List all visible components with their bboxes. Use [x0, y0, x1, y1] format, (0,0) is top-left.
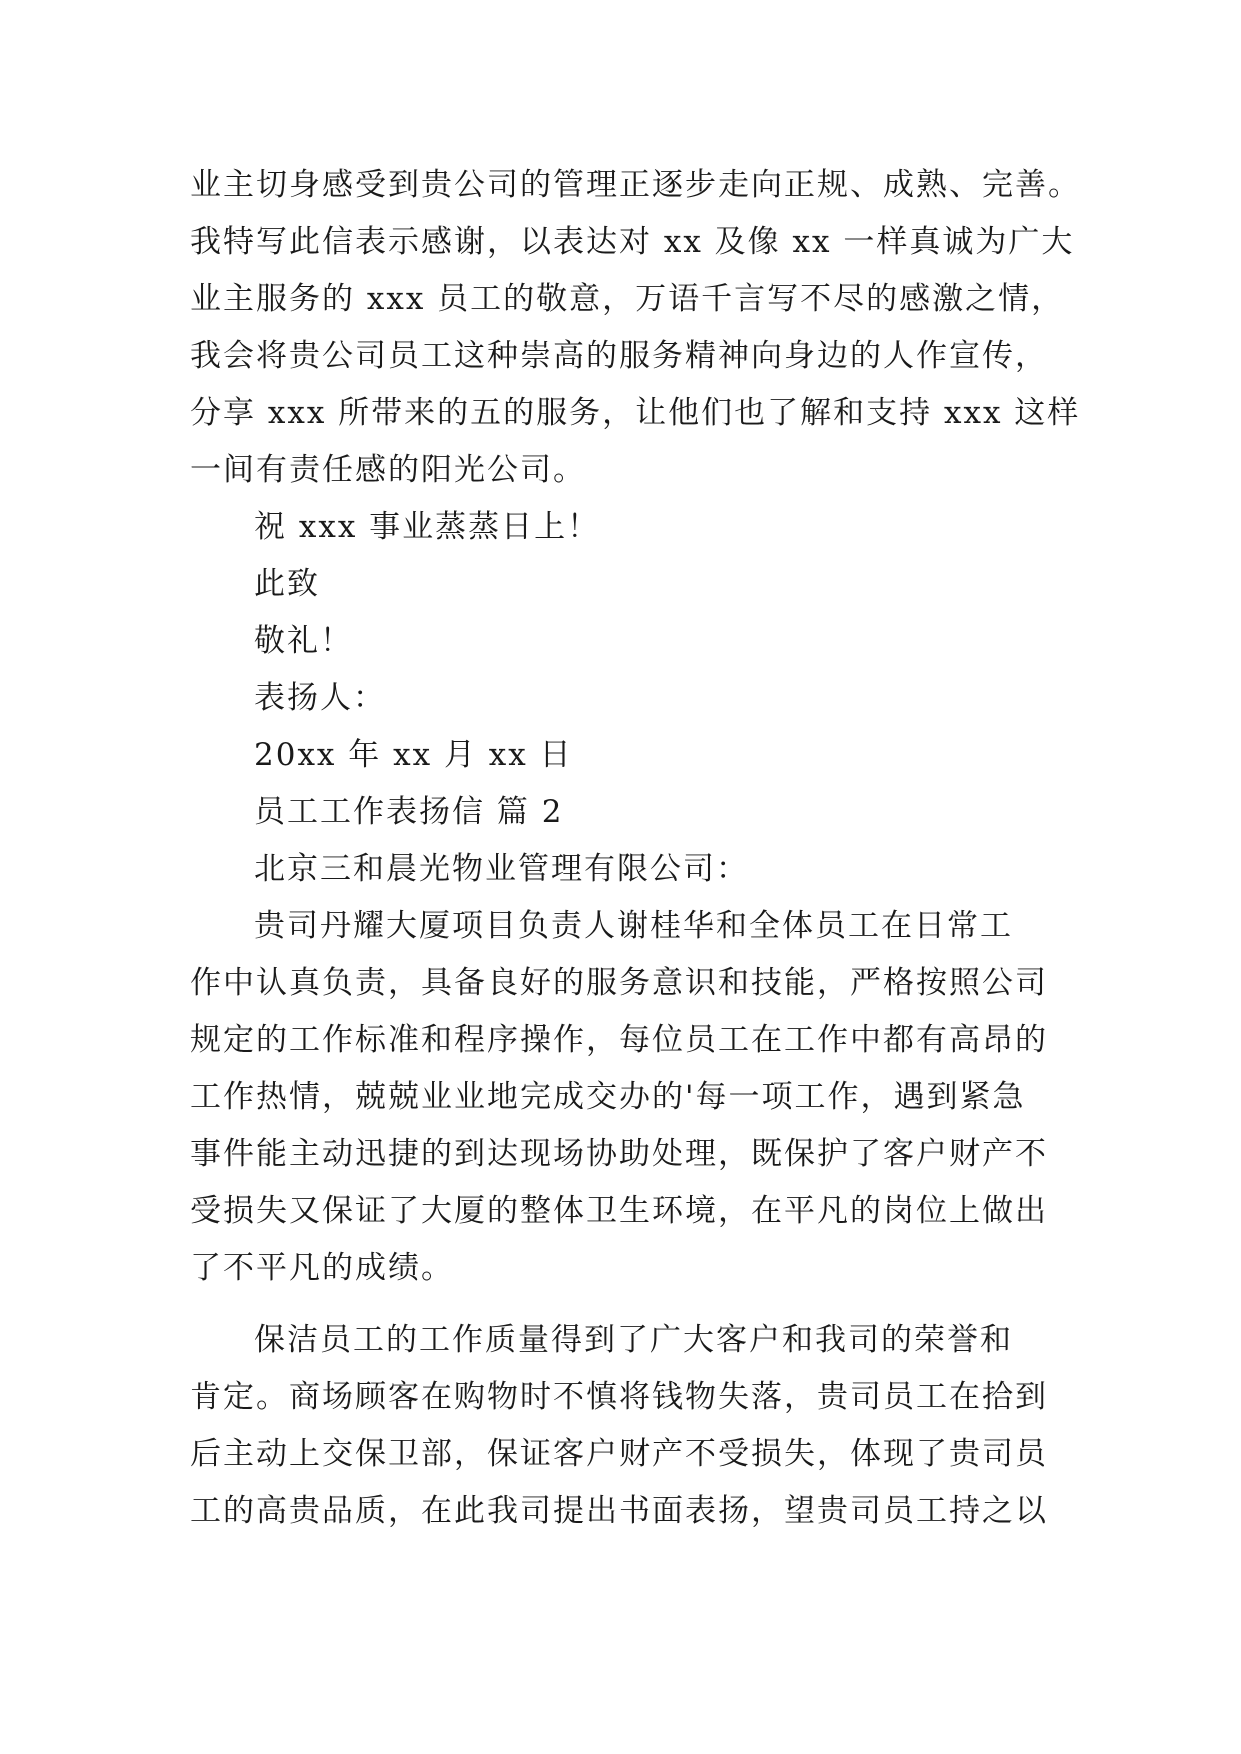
letter-date: 20xx 年 xx 月 xx 日 — [254, 737, 573, 773]
body-text-line: 规定的工作标准和程序操作，每位员工在工作中都有高昂的 — [190, 1022, 1048, 1058]
body-text-line: 保洁员工的工作质量得到了广大客户和我司的荣誉和 — [254, 1322, 1013, 1358]
body-text-line: 业主切身感受到贵公司的管理正逐步走向正规、成熟、完善。 — [190, 167, 1081, 203]
closing-wish: 祝 xxx 事业蒸蒸日上！ — [254, 509, 601, 545]
signature-label: 表扬人： — [254, 680, 386, 716]
recipient-line: 北京三和晨光物业管理有限公司： — [254, 851, 749, 887]
section-heading: 员工工作表扬信 篇 2 — [254, 794, 564, 830]
body-text-line: 我特写此信表示感谢，以表达对 xx 及像 xx 一样真诚为广大 — [190, 224, 1075, 260]
closing-regards: 敬礼！ — [254, 623, 353, 659]
body-text-line: 业主服务的 xxx 员工的敬意，万语千言写不尽的感激之情， — [190, 281, 1065, 317]
body-text-line: 受损失又保证了大厦的整体卫生环境，在平凡的岗位上做出 — [190, 1193, 1048, 1229]
body-text-line: 作中认真负责，具备良好的服务意识和技能，严格按照公司 — [190, 965, 1048, 1001]
body-text-line: 事件能主动迅捷的到达现场协助处理，既保护了客户财产不 — [190, 1136, 1048, 1172]
body-text-line: 我会将贵公司员工这种崇高的服务精神向身边的人作宣传， — [190, 338, 1048, 374]
body-text-line: 一间有责任感的阳光公司。 — [190, 452, 586, 488]
body-text-line: 肯定。商场顾客在购物时不慎将钱物失落，贵司员工在拾到 — [190, 1379, 1048, 1415]
body-text-line: 了不平凡的成绩。 — [190, 1250, 454, 1286]
body-text-line: 分享 xxx 所带来的五的服务，让他们也了解和支持 xxx 这样 — [190, 395, 1081, 431]
body-text-line: 后主动上交保卫部，保证客户财产不受损失，体现了贵司员 — [190, 1436, 1048, 1472]
body-text-line: 工的高贵品质，在此我司提出书面表扬，望贵司员工持之以 — [190, 1493, 1048, 1529]
body-text-line: 贵司丹耀大厦项目负责人谢桂华和全体员工在日常工 — [254, 908, 1013, 944]
closing-salutation: 此致 — [254, 566, 320, 602]
body-text-line: 工作热情，兢兢业业地完成交办的'每一项工作，遇到紧急 — [190, 1079, 1026, 1115]
